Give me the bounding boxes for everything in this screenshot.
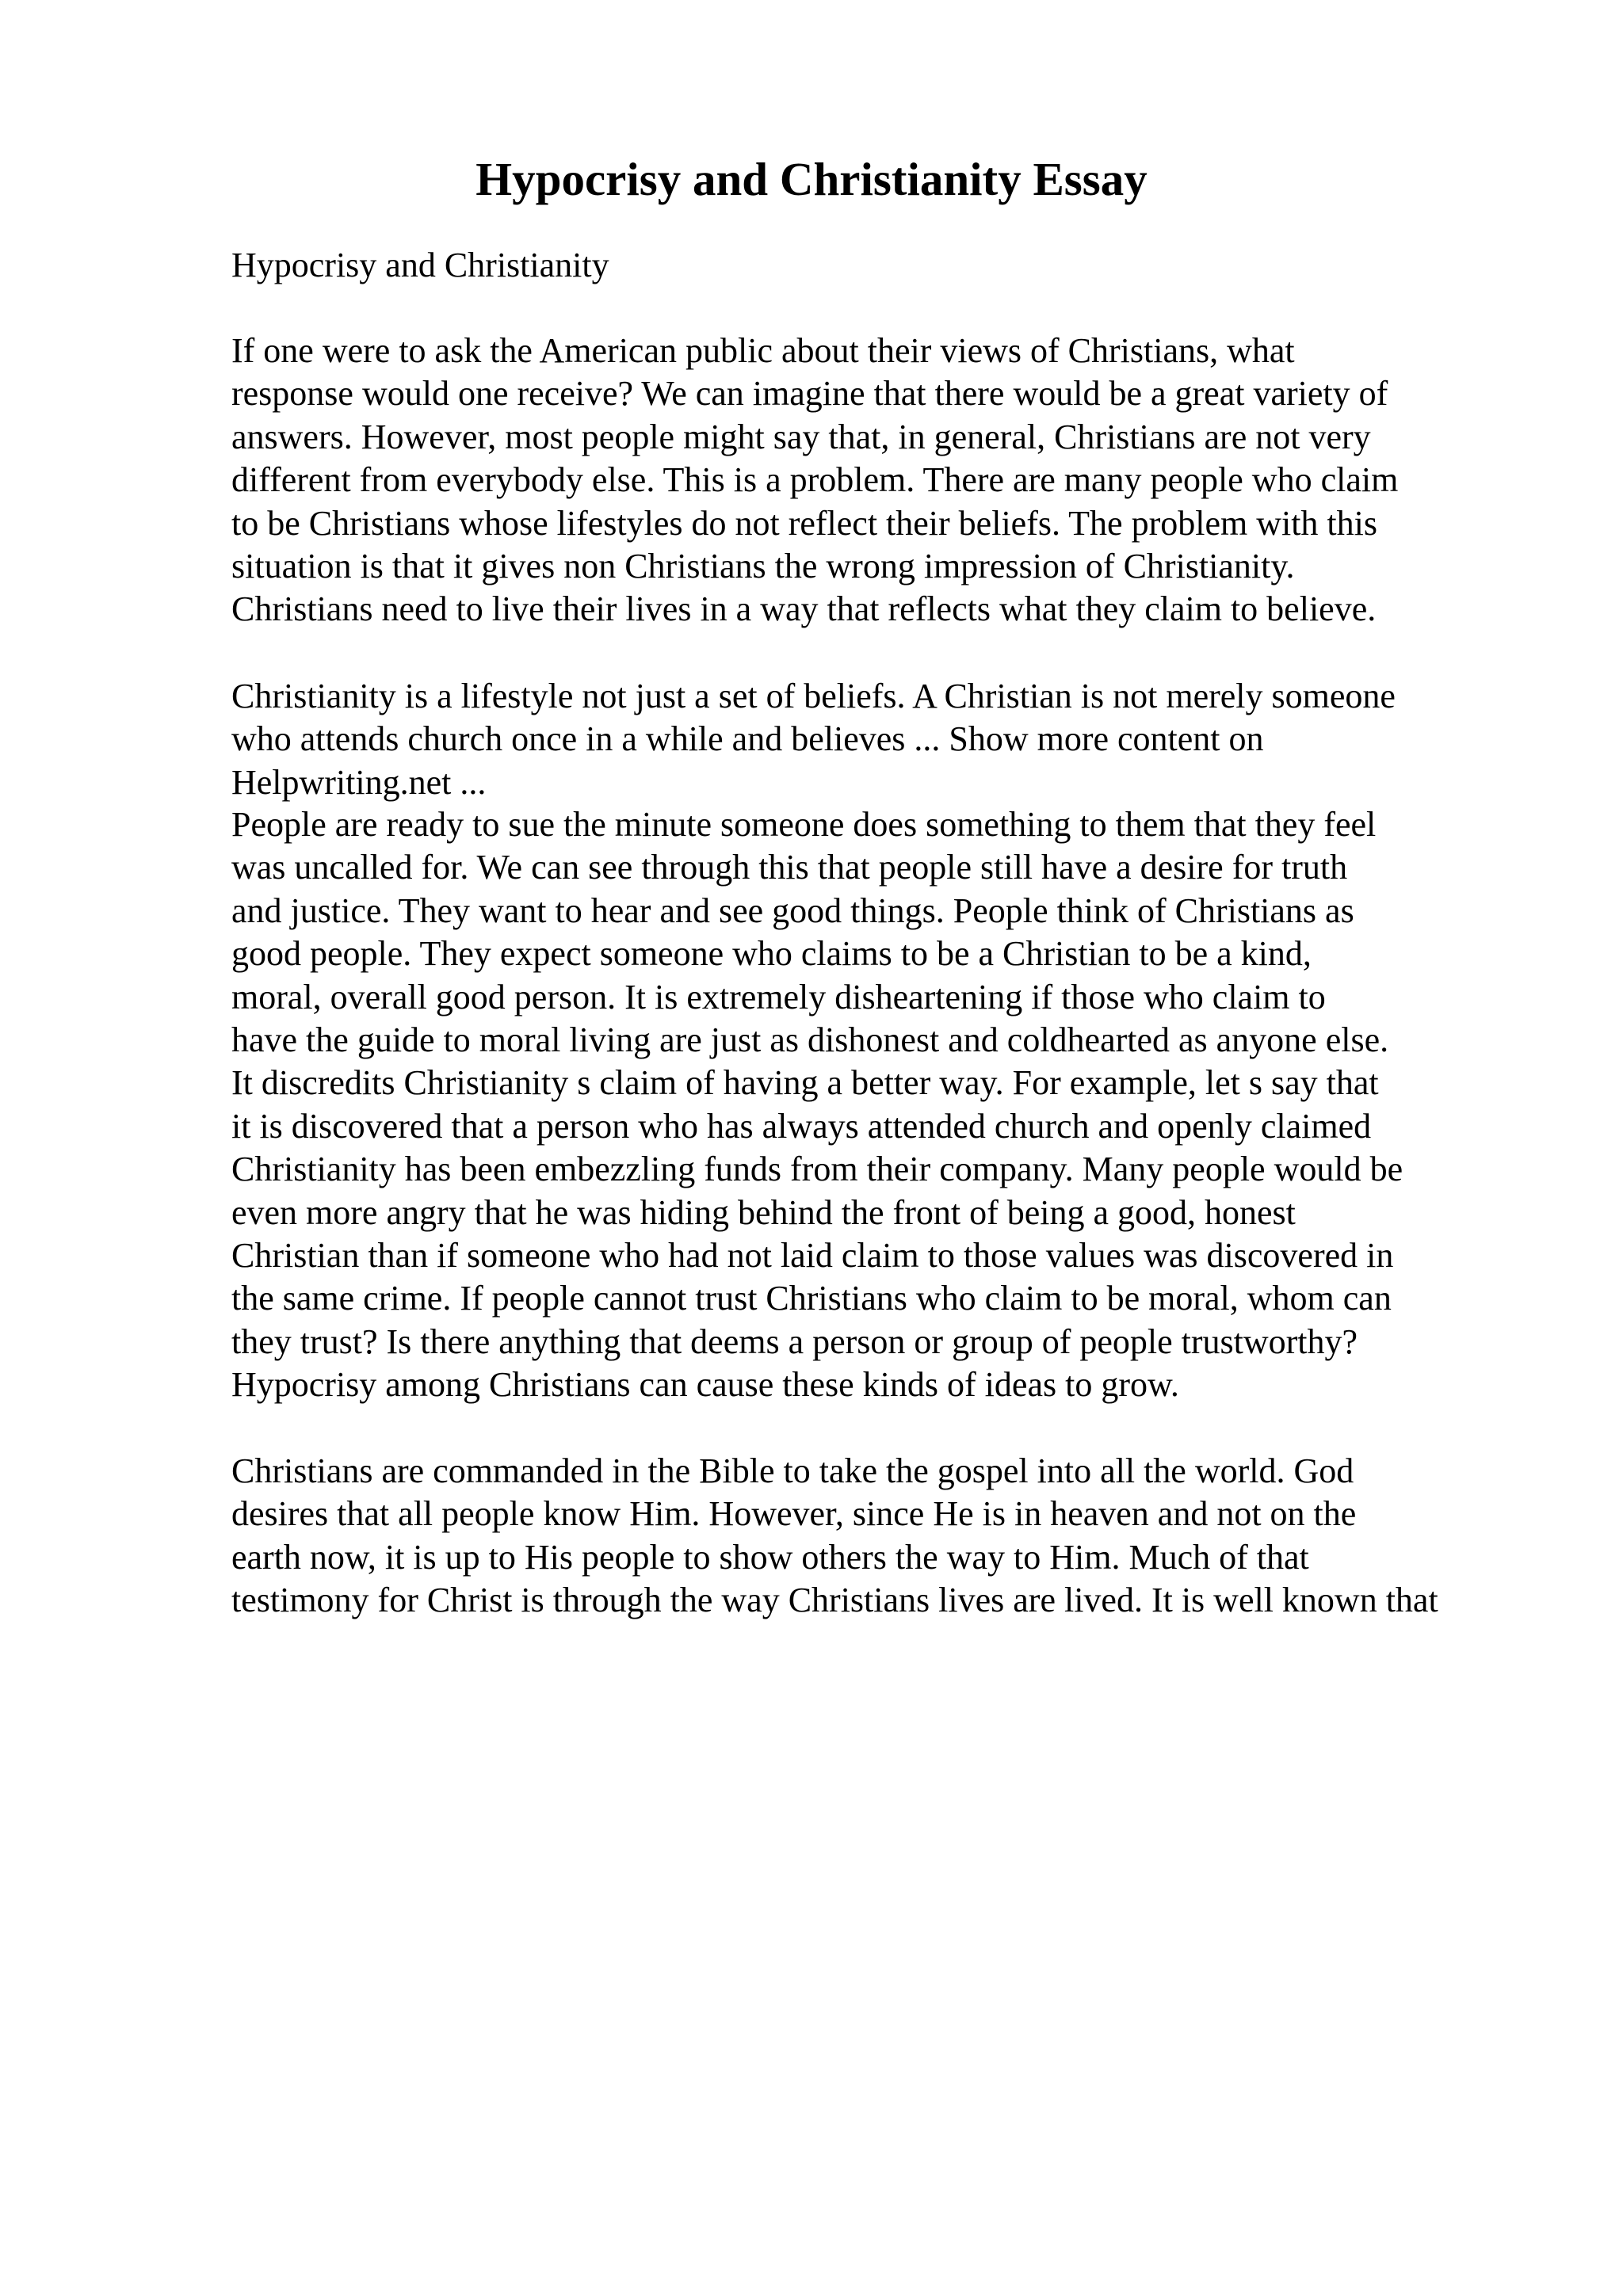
text-line: Christians are commanded in the Bible to take the gospel into all the world. God [231, 1451, 1354, 1490]
document-title: Hypocrisy and Christianity Essay [475, 153, 1148, 205]
text-line: desires that all people know Him. However, since He is in heaven and not on the [231, 1494, 1357, 1534]
text-line: it is discovered that a person who has always attended church and openly claimed [231, 1106, 1372, 1146]
text-line: moral, overall good person. It is extremely disheartening if those who claim to [231, 977, 1326, 1016]
text-line: People are ready to sue the minute someone does something to them that they feel [231, 805, 1377, 844]
text-line: testimony for Christ is through the way Christians lives are lived. It is well known that [231, 1581, 1438, 1620]
text-line: even more angry that he was hiding behind the front of being a good, honest [231, 1192, 1296, 1232]
essay-subtitle: Hypocrisy and Christianity [231, 246, 609, 284]
text-line: situation is that it gives non Christians the wrong impression of Christianity. [231, 547, 1295, 586]
text-line: Christians need to live their lives in a way that reflects what they claim to believe. [231, 589, 1377, 629]
text-line: who attends church once in a while and believes ... Show more content on [231, 719, 1264, 759]
paragraph-4 [231, 1450, 1438, 1623]
text-line: Helpwriting.net ... [231, 762, 487, 802]
text-line: was uncalled for. We can see through this that people still have a desire for truth [231, 848, 1348, 887]
text-line: have the guide to moral living are just as dishonest and coldhearted as anyone else. [231, 1020, 1389, 1060]
text-line: the same crime. If people cannot trust Christians who claim to be moral, whom can [231, 1279, 1392, 1318]
text-line: they trust? Is there anything that deems a person or group of people trustworthy? [231, 1322, 1358, 1361]
paragraph-2 [231, 675, 1396, 804]
text-line: Christianity is a lifestyle not just a set of beliefs. A Christian is not merely someone [231, 677, 1396, 715]
text-line: answers. However, most people might say that, in general, Christians are not very [231, 417, 1371, 456]
text-line: earth now, it is up to His people to show others the way to Him. Much of that [231, 1537, 1309, 1577]
text-line: Christian than if someone who had not laid claim to those values was discovered in [231, 1236, 1394, 1276]
text-line: different from everybody else. This is a problem. There are many people who claim [231, 460, 1399, 500]
text-line: response would one receive? We can imagine that there would be a great variety of [231, 374, 1388, 414]
text-line: If one were to ask the American public about their views of Christians, what [231, 331, 1295, 370]
text-line: It discredits Christianity s claim of having a better way. For example, let s say that [231, 1063, 1379, 1103]
text-line: good people. They expect someone who claims to be a Christian to be a kind, [231, 934, 1312, 974]
paragraph-1 [231, 330, 1398, 631]
text-line: and justice. They want to hear and see good things. People think of Christians as [231, 891, 1354, 930]
paragraph-3 [231, 803, 1403, 1407]
text-line: Christianity has been embezzling funds from their company. Many people would be [231, 1150, 1403, 1189]
text-line: to be Christians whose lifestyles do not reflect their beliefs. The problem with this [231, 503, 1378, 543]
text-line: Hypocrisy among Christians can cause these kinds of ideas to grow. [231, 1365, 1179, 1405]
